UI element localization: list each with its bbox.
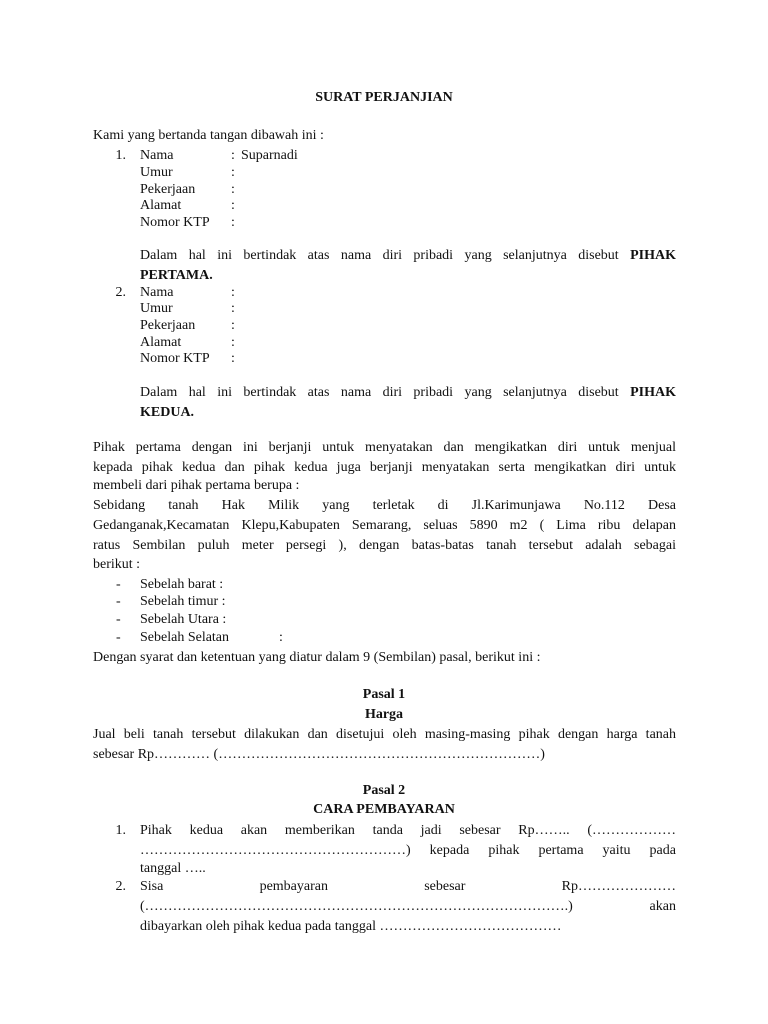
land-line-3: ratus Sembilan puluh meter persegi ), dengan batas-batas tanah tersebut adalah sebagai — [93, 538, 676, 553]
pasal1-subheading: Harga — [364, 707, 404, 722]
party1-label-umur: Umur — [140, 165, 173, 180]
list-bullet: - — [116, 577, 121, 592]
party1-label-ktp: Nomor KTP — [140, 215, 210, 230]
party2-label-umur: Umur — [140, 301, 173, 316]
agreement-line-1: Pihak pertama dengan ini berjanji untuk menyatakan dan mengikatkan diri untuk menjual — [93, 440, 676, 455]
terms-line: Dengan syarat dan ketentuan yang diatur dalam 9 (Sembilan) pasal, berikut ini : — [93, 650, 541, 665]
party2-label-nama: Nama — [140, 285, 174, 300]
agreement-line-3: membeli dari pihak pertama berupa : — [93, 478, 300, 493]
land-line-1: Sebidang tanah Hak Milik yang terletak di Jl.Karimunjawa No.112 Desa — [93, 498, 676, 513]
pasal2-item1-line-2: …………………………………………………) kepada pihak pertama yaitu pada — [140, 843, 676, 858]
pasal1-line-1: Jual beli tanah tersebut dilakukan dan disetujui oleh masing-masing pihak dengan harga tanah — [93, 727, 676, 742]
pasal1-line-2: sebesar Rp………… (……………………………………………………………) — [93, 747, 545, 762]
party1-colon: : — [231, 148, 235, 163]
pasal1-heading: Pasal 1 — [362, 687, 406, 702]
party2-role: KEDUA. — [140, 405, 195, 420]
party2-label-ktp: Nomor KTP — [140, 351, 210, 366]
party2-colon: : — [231, 301, 235, 316]
party2-colon: : — [231, 335, 235, 350]
boundary-west: Sebelah barat : — [140, 577, 224, 592]
party2-colon: : — [231, 351, 235, 366]
pasal2-heading: Pasal 2 — [362, 783, 406, 798]
party1-statement-text: Dalam hal ini bertindak atas nama diri pribadi yang selanjutnya disebut — [140, 248, 619, 263]
list-bullet: - — [116, 630, 121, 645]
land-line-2: Gedanganak,Kecamatan Klepu,Kabupaten Semarang, seluas 5890 m2 ( Lima ribu delapan — [93, 518, 676, 533]
pasal2-subheading: CARA PEMBAYARAN — [313, 802, 455, 817]
party2-statement-bold: PIHAK — [630, 385, 676, 400]
party2-number: 2. — [115, 285, 126, 300]
land-line-4: berikut : — [93, 557, 141, 572]
pasal2-item2-line-3: dibayarkan oleh pihak kedua pada tanggal ………………………………… — [140, 919, 562, 934]
party1-role: PERTAMA. — [140, 268, 213, 283]
boundary-south-colon: : — [279, 630, 283, 645]
boundary-north: Sebelah Utara : — [140, 612, 227, 627]
pasal2-item2-number: 2. — [115, 879, 126, 894]
party1-number: 1. — [115, 148, 126, 163]
pasal2-item1-line-1: Pihak kedua akan memberikan tanda jadi sebesar Rp…….. (……………… — [140, 823, 676, 838]
party2-statement-text: Dalam hal ini bertindak atas nama diri pribadi yang selanjutnya disebut — [140, 385, 619, 400]
list-bullet: - — [116, 594, 121, 609]
party1-statement — [140, 247, 676, 264]
boundary-south: Sebelah Selatan — [140, 630, 230, 645]
pasal2-item2-line-1: Sisa pembayaran sebesar Rp………………… — [140, 879, 676, 894]
party2-label-pekerjaan: Pekerjaan — [140, 318, 196, 333]
agreement-line-2: kepada pihak kedua dan pihak kedua juga berjanji menyatakan serta mengikatkan diri untuk — [93, 460, 676, 475]
party1-value-nama: Suparnadi — [241, 148, 298, 163]
party1-colon: : — [231, 198, 235, 213]
party1-label-alamat: Alamat — [140, 198, 182, 213]
party1-label-pekerjaan: Pekerjaan — [140, 182, 196, 197]
party1-colon: : — [231, 165, 235, 180]
pasal2-item2-line-2: (……………………………………………………………………………….) akan — [140, 899, 676, 914]
party1-statement-bold: PIHAK — [630, 248, 676, 263]
party1-label-nama: Nama — [140, 148, 174, 163]
party2-colon: : — [231, 285, 235, 300]
pasal2-item1-number: 1. — [115, 823, 126, 838]
boundary-east: Sebelah timur : — [140, 594, 226, 609]
party2-statement — [140, 384, 676, 401]
party1-colon: : — [231, 215, 235, 230]
party1-colon: : — [231, 182, 235, 197]
document-title: SURAT PERJANJIAN — [315, 90, 453, 105]
party2-colon: : — [231, 318, 235, 333]
list-bullet: - — [116, 612, 121, 627]
pasal2-item1-line-3: tanggal ….. — [140, 861, 206, 876]
intro-text: Kami yang bertanda tangan dibawah ini : — [93, 128, 324, 143]
party2-label-alamat: Alamat — [140, 335, 182, 350]
